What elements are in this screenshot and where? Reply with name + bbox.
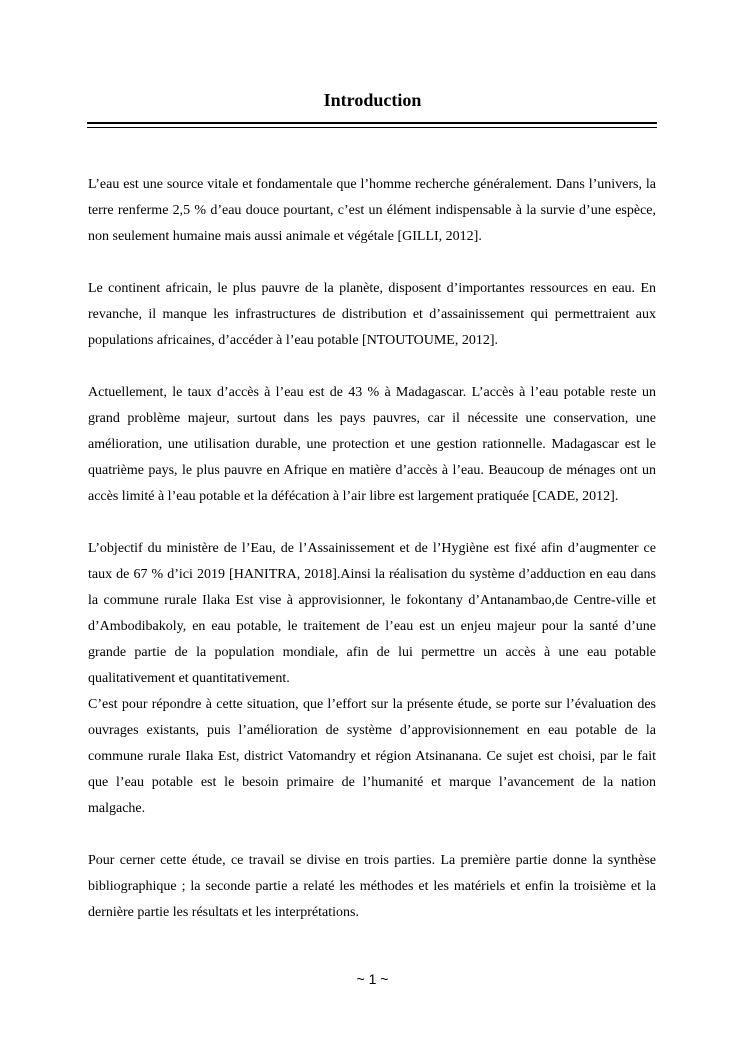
paragraph-4: L’objectif du ministère de l’Eau, de l’Assainissement et de l’Hygiène est fixé afin d’augmenter ce taux de 67 % d’ici 2019 [HANITRA, 2018].Ainsi la réalisation du système d’adduction en eau dans la commune rurale Ilaka Est vise à approvisionner, le fokontany d’Antanambao,de Centre-ville et d’Ambodibakoly, en eau potable, le traitement de l’eau est un enjeu majeur pour la santé d’une grande partie de la population mondiale, afin de lui permettre un accès à une eau potable qualitativement et quantitativement. bbox=[88, 541, 656, 686]
page-number: ~ 1 ~ bbox=[356, 971, 389, 987]
paragraph-3: Actuellement, le taux d’accès à l’eau est de 43 % à Madagascar. L’accès à l’eau potable reste un grand problème majeur, surtout dans les pays pauvres, car il nécessite une conservation, une amélioration, une utilisation durable, une protection et une gestion rationnelle. Madagascar est le quatrième pays, le plus pauvre en Afrique en matière d’accès à l’eau. Beaucoup de ménages ont un accès limité à l’eau potable et la défécation à l’air libre est largement pratiquée [CADE, 2012]. bbox=[88, 385, 656, 504]
paragraph-1: L’eau est une source vitale et fondamentale que l’homme recherche généralement. Dans l’univers, la terre renferme 2,5 % d’eau douce pourtant, c’est un élément indispensable à la survie d’une espèce, non seulement humaine mais aussi animale et végétale [GILLI, 2012]. bbox=[88, 177, 656, 244]
paragraph-2: Le continent africain, le plus pauvre de la planète, disposent d’importantes ressources en eau. En revanche, il manque les infrastructures de distribution et d’assainissement qui permettraient aux populations africaines, d’accéder à l’eau potable [NTOUTOUME, 2012]. bbox=[88, 281, 656, 348]
body-text bbox=[88, 172, 656, 926]
page-title: Introduction bbox=[323, 90, 422, 110]
paragraph-5: C’est pour répondre à cette situation, que l’effort sur la présente étude, se porte sur l’évaluation des ouvrages existants, puis l’amélioration de système d’approvisionnement en eau potable de la commune rurale Ilaka Est, district Vatomandry et région Atsinanana. Ce sujet est choisi, par le fait que l’eau potable est le besoin primaire de l’humanité et marque l’avancement de la nation malgache. bbox=[88, 697, 656, 816]
paragraph-gap bbox=[88, 510, 656, 536]
paragraph-gap bbox=[88, 354, 656, 380]
paragraph-6: Pour cerner cette étude, ce travail se divise en trois parties. La première partie donne la synthèse bibliographique ; la seconde partie a relaté les méthodes et les matériels et enfin la troisième et la dernière partie les résultats et les interprétations. bbox=[88, 853, 656, 920]
paragraph-gap bbox=[88, 822, 656, 848]
paragraph-gap bbox=[88, 250, 656, 276]
title-double-rule bbox=[87, 122, 657, 128]
